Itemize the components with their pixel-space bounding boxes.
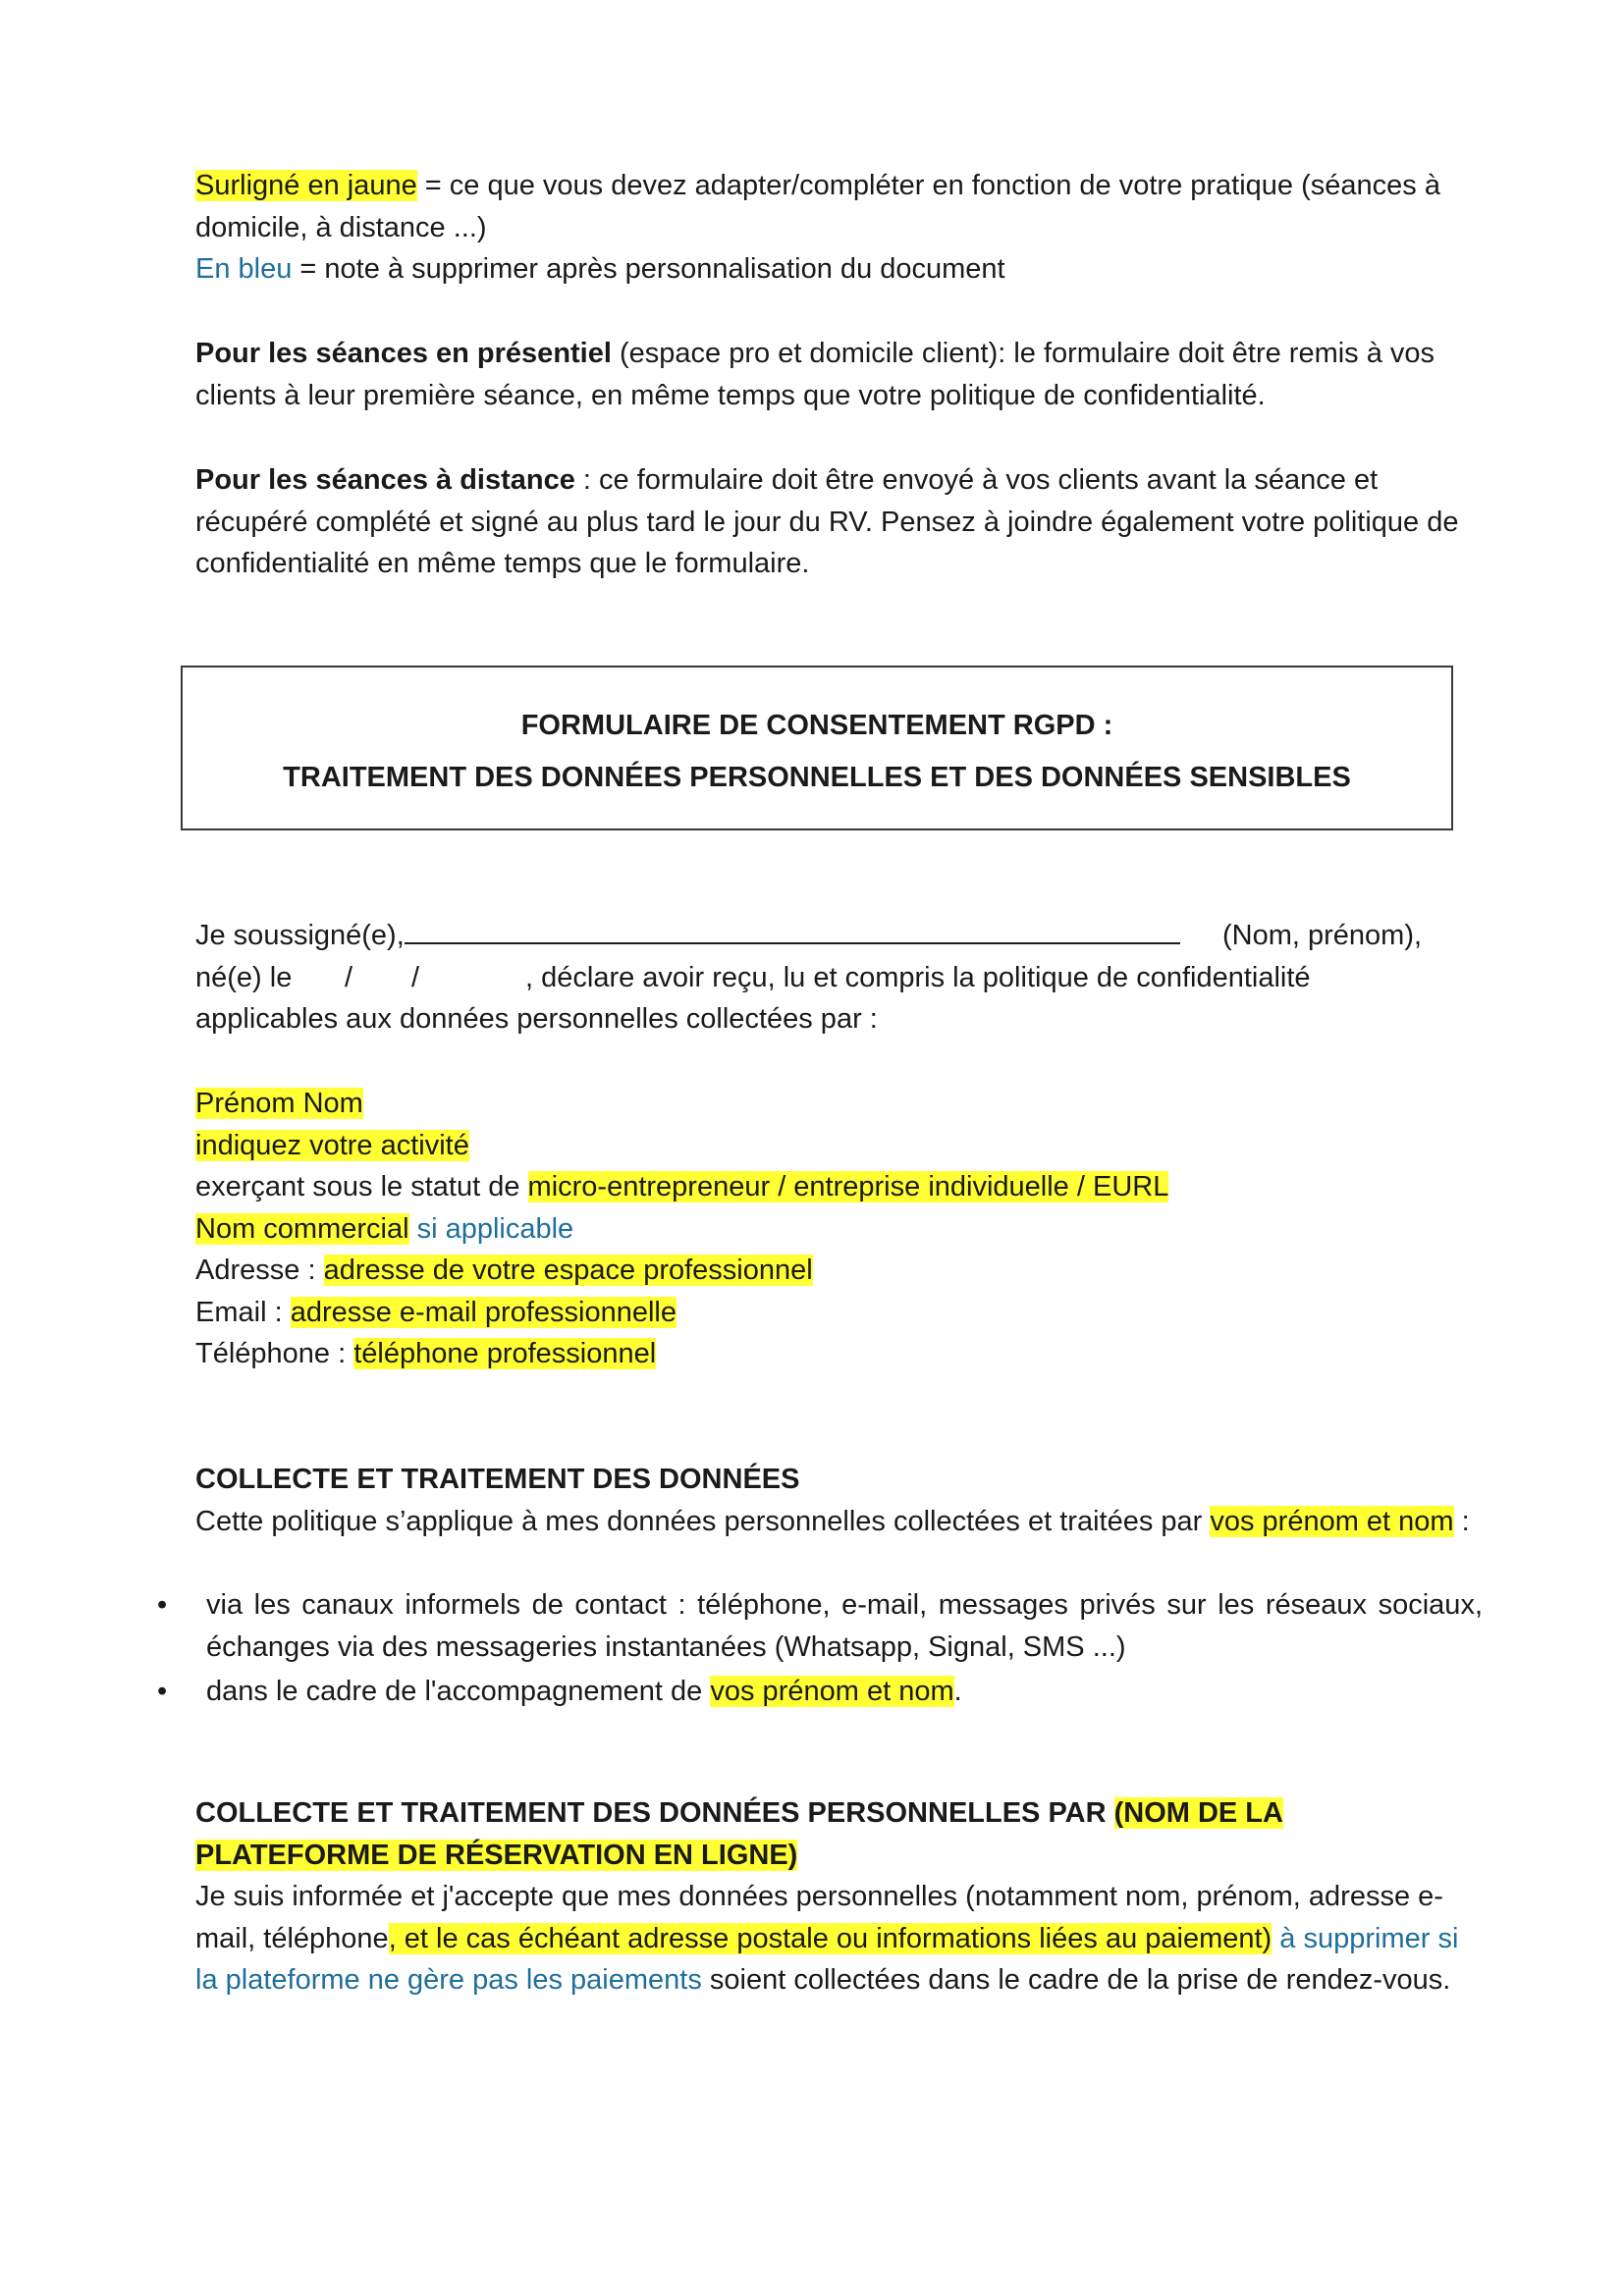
plateforme-heading xyxy=(195,1792,1315,1876)
bullet-icon: • xyxy=(157,1589,168,1621)
form-title-box xyxy=(181,666,1453,830)
provider-activity: indiquez votre activité xyxy=(195,1129,469,1161)
form-title-line2: TRAITEMENT DES DONNÉES PERSONNELLES ET DES DONNÉES SENSIBLES xyxy=(283,762,1351,793)
provider-email-label: Email : xyxy=(195,1296,291,1328)
collecte-bullet1-text: via les canaux informels de contact : téléphone, e-mail, messages privés sur les réseaux sociaux, échanges via des messageries instantanées (Whatsapp, Signal, SMS ...) xyxy=(206,1589,1483,1663)
declaration-block xyxy=(195,915,1482,1041)
provider-commercial-note: si applicable xyxy=(408,1212,574,1245)
provider-address-label: Adresse : xyxy=(195,1255,324,1286)
provider-commercial: Nom commercial xyxy=(195,1212,409,1245)
presentiel-text: (espace pro et domicile client): le formulaire doit être remis à vos clients à leur première séance, en même temps que votre politique de confidentialité. xyxy=(195,338,1435,411)
collecte-bullet2-prefix: dans le cadre de l'accompagnement de xyxy=(206,1676,711,1707)
declaration-soussigne: Je soussigné(e), xyxy=(195,920,405,951)
plateforme-paragraph xyxy=(195,1876,1482,2002)
provider-phone-label: Téléphone : xyxy=(195,1338,354,1369)
plateforme-heading-text: COLLECTE ET TRAITEMENT DES DONNÉES PERSONNELLES PAR xyxy=(195,1797,1114,1829)
declaration-declare: , déclare avoir reçu, lu et compris la politique de confidentialité xyxy=(525,961,1311,993)
provider-address-value: adresse de votre espace professionnel xyxy=(323,1255,813,1286)
plateforme-text-end: soient collectées dans le cadre de la prise de rendez-vous. xyxy=(701,1964,1451,1996)
legend-yellow-text: = ce que vous devez adapter/compléter en fonction de votre pratique (séances à domicile, à distance ...) xyxy=(195,170,1440,243)
collecte-intro-hl: vos prénom et nom xyxy=(1210,1506,1454,1537)
legend-blue-label: En bleu xyxy=(195,253,293,285)
declaration-nom-prenom: (Nom, prénom), xyxy=(1222,920,1423,951)
plateforme-heading-hl: (NOM DE LA PLATEFORME DE RÉSERVATION EN LIGNE) xyxy=(195,1797,1283,1871)
form-title-line1: FORMULAIRE DE CONSENTEMENT RGPD : xyxy=(520,710,1113,741)
provider-name: Prénom Nom xyxy=(195,1088,363,1119)
declaration-nee-le: né(e) le xyxy=(195,961,293,993)
legend-yellow-label: Surligné en jaune xyxy=(195,170,417,201)
declaration-line3: applicables aux données personnelles collectées par : xyxy=(195,1003,878,1035)
distance-paragraph xyxy=(195,459,1482,585)
distance-bold: Pour les séances à distance xyxy=(195,464,575,496)
legend-block xyxy=(195,165,1482,291)
bullet-icon: • xyxy=(157,1676,168,1707)
plateforme-text-hl: , et le cas échéant adresse postale ou informations liées au paiement) xyxy=(388,1922,1272,1954)
name-signature-line[interactable] xyxy=(405,915,1180,944)
collecte-intro xyxy=(195,1501,1482,1543)
collecte-bullet2-end: . xyxy=(953,1676,962,1707)
date-slash-1: / xyxy=(345,961,353,993)
provider-block xyxy=(195,1083,1482,1375)
presentiel-bold: Pour les séances en présentiel xyxy=(195,338,612,369)
provider-email-value: adresse e-mail professionnelle xyxy=(290,1296,677,1328)
legend-blue-text: = note à supprimer après personnalisation du document xyxy=(292,253,1005,285)
collecte-heading: COLLECTE ET TRAITEMENT DES DONNÉES xyxy=(195,1464,800,1495)
provider-statut-prefix: exerçant sous le statut de xyxy=(195,1171,528,1202)
plateforme-text1: Je suis informée et j'accepte que mes données personnelles (notamment nom, prénom, adresse e-mail, téléphone xyxy=(195,1881,1443,1954)
distance-text: : ce formulaire doit être envoyé à vos clients avant la séance et récupéré complété et signé au plus tard le jour du RV. Pensez à joindre également votre politique de confidentialité en même temps que le formulaire. xyxy=(195,464,1459,579)
collecte-intro-text: Cette politique s’applique à mes données personnelles collectées et traitées par xyxy=(195,1506,1211,1537)
plateforme-text-blue: à supprimer si la plateforme ne gère pas les paiements xyxy=(195,1922,1459,1996)
presentiel-paragraph xyxy=(195,333,1482,416)
provider-phone-value: téléphone professionnel xyxy=(353,1338,657,1369)
collecte-bullet2-hl: vos prénom et nom xyxy=(710,1676,954,1707)
provider-statut-value: micro-entrepreneur / entreprise individuelle / EURL xyxy=(527,1171,1169,1202)
date-slash-2: / xyxy=(411,961,420,993)
collecte-intro-end: : xyxy=(1453,1506,1470,1537)
